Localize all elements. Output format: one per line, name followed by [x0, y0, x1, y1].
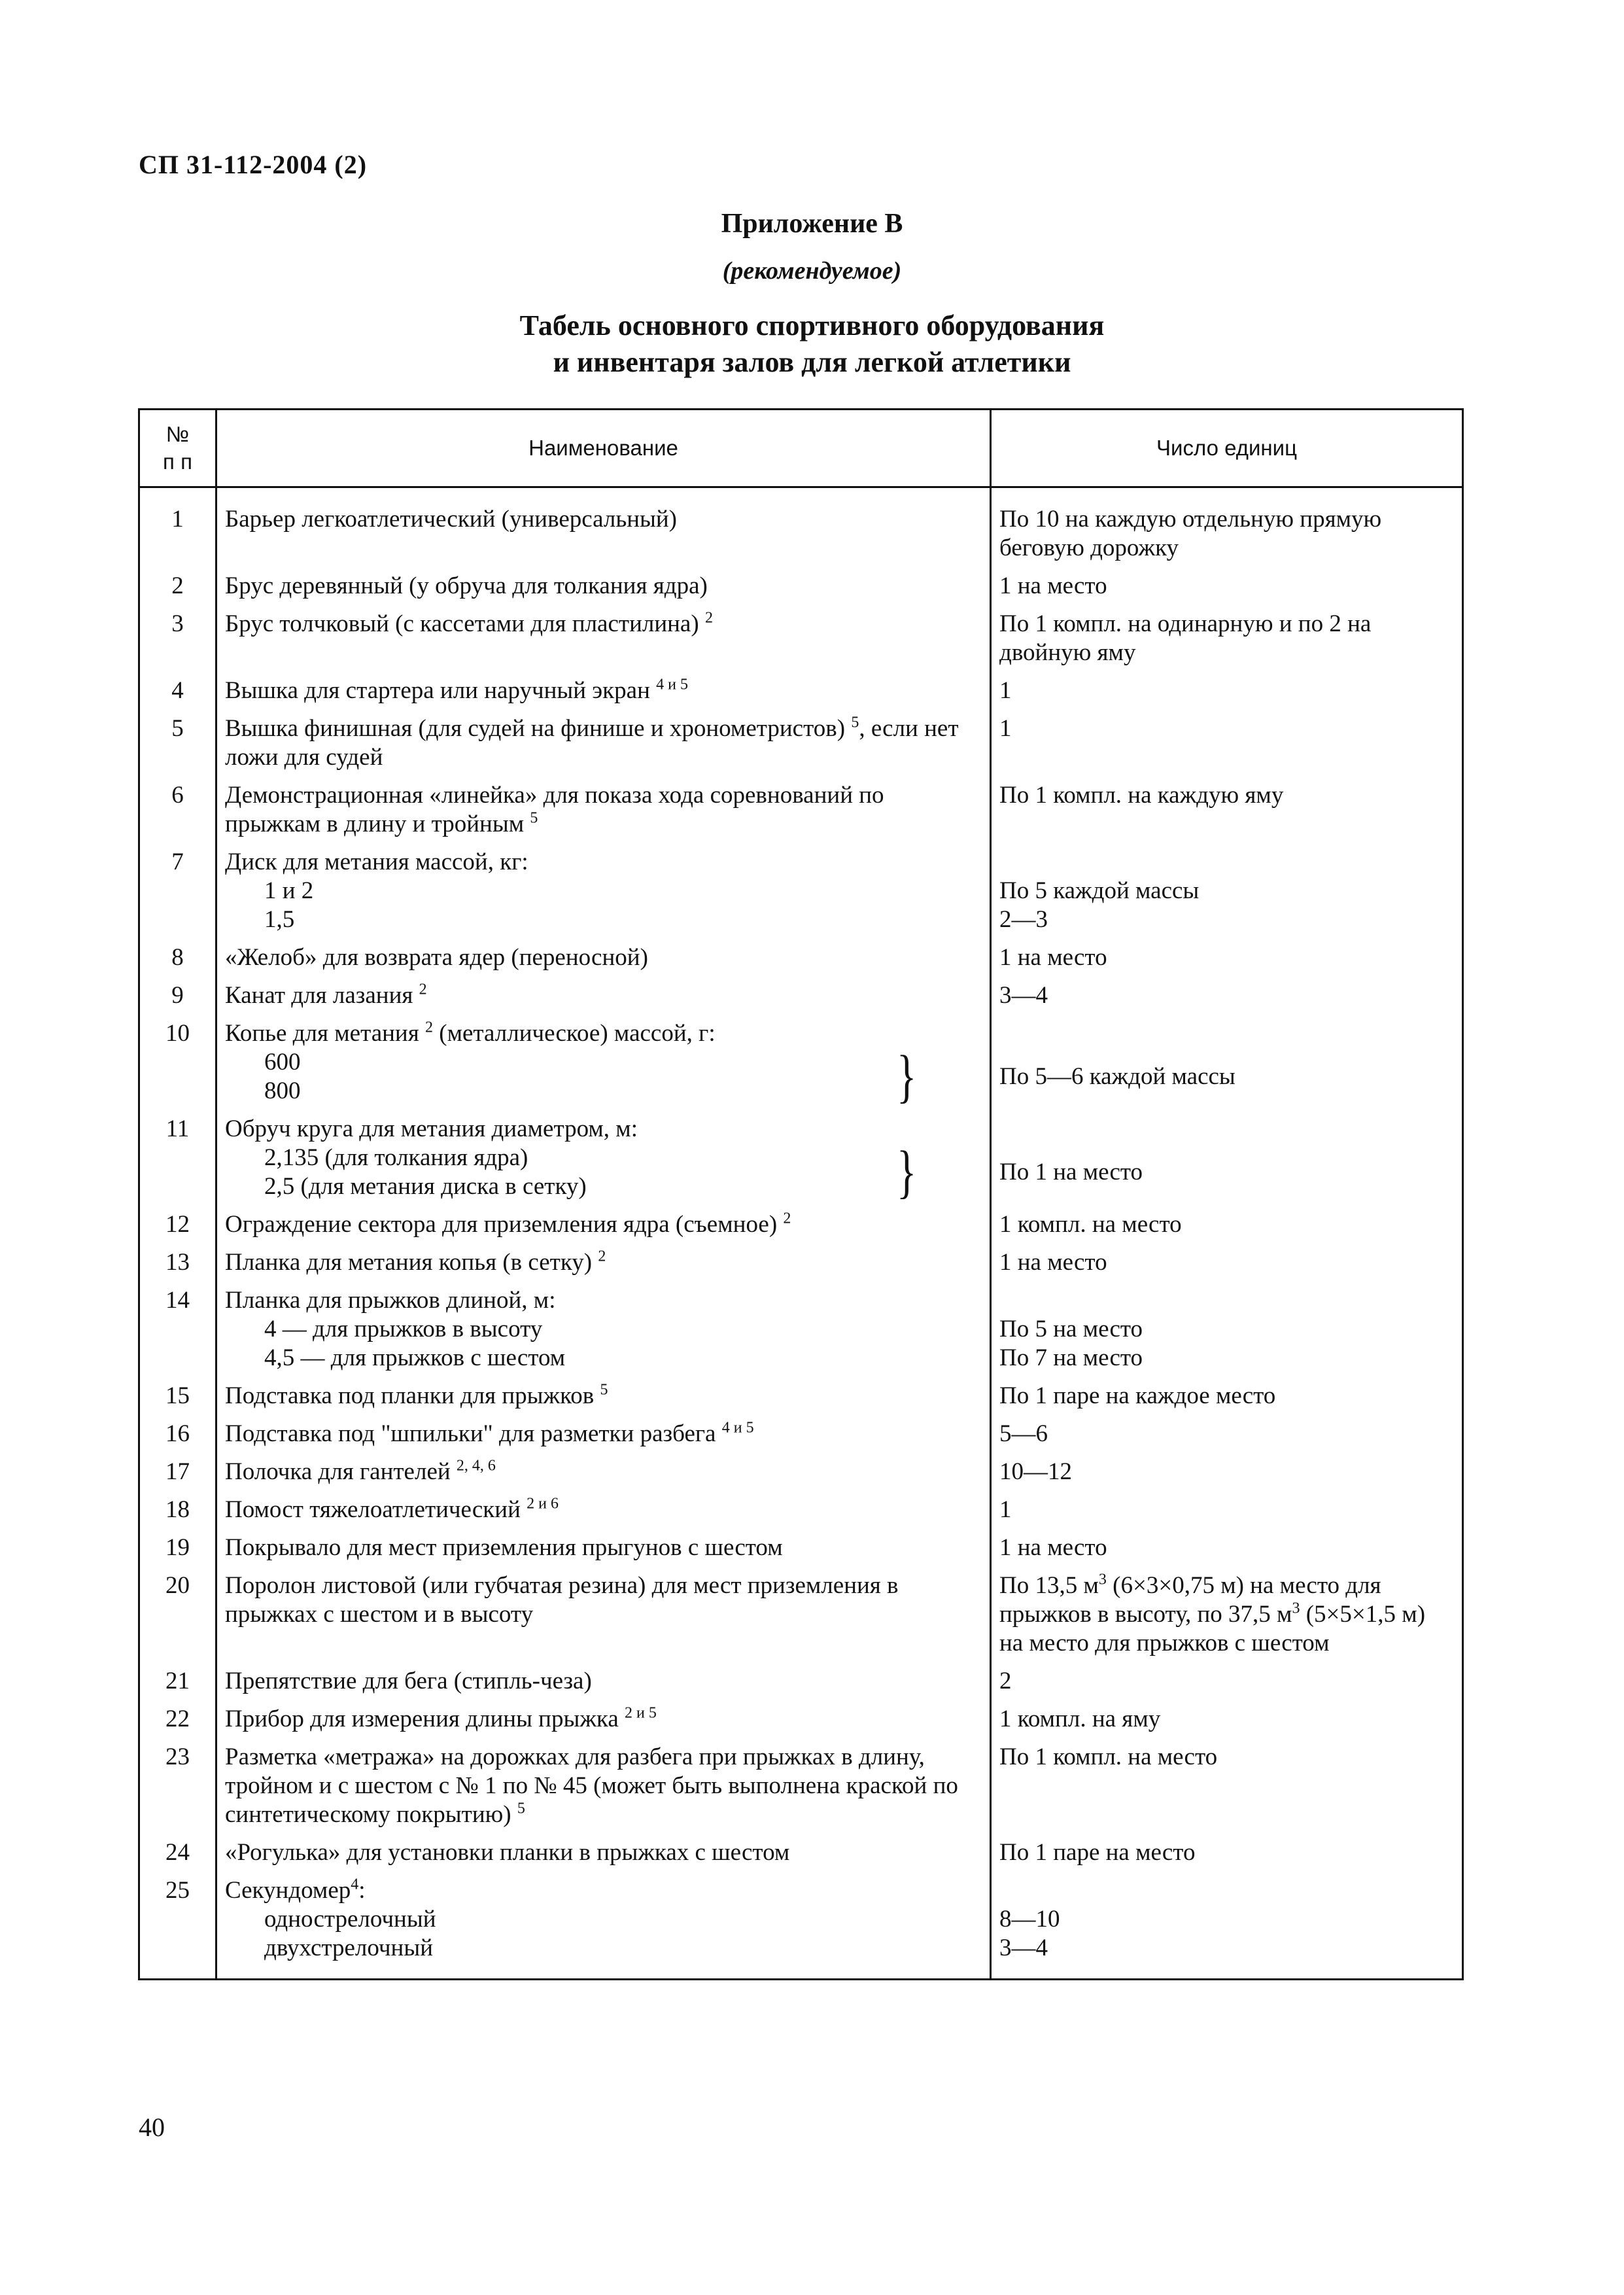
- row-number: 17: [139, 1458, 216, 1496]
- item-quantity: По 1 компл. на каждую яму: [991, 781, 1463, 848]
- item-quantity: По 1 паре на место: [991, 1838, 1463, 1876]
- row-number: 11: [139, 1115, 216, 1210]
- table-row: [139, 676, 1463, 714]
- sub-item: 600: [264, 1049, 301, 1076]
- superscript: 3: [1292, 1600, 1300, 1617]
- item-name-text: Прибор для измерения длины прыжка: [225, 1706, 619, 1732]
- item-name-text: Демонстрационная «линейка» для показа хода соревнований по прыжкам в длину и тройным: [225, 782, 884, 837]
- table-row: [139, 1019, 1463, 1115]
- row-number: 7: [139, 848, 216, 943]
- item-name-text: Копье для метания: [225, 1020, 419, 1047]
- table-title-line-1: Табель основного спортивного оборудования: [519, 309, 1105, 342]
- row-number: 21: [139, 1667, 216, 1705]
- item-quantity: [991, 1115, 1463, 1210]
- superscript: 3: [1098, 1571, 1107, 1588]
- footnote-ref: 4 и 5: [656, 676, 688, 693]
- header-number-line-1: №: [165, 422, 190, 446]
- item-name: Брус деревянный (у обруча для толкания ядра): [216, 572, 991, 610]
- header-quantity: Число единиц: [991, 410, 1463, 487]
- item-name-text: Обруч круга для метания диаметром, м:: [225, 1115, 638, 1142]
- footnote-ref: 2: [419, 981, 427, 998]
- table-row: [139, 1705, 1463, 1743]
- row-number: 3: [139, 610, 216, 676]
- item-quantity: [991, 1876, 1463, 1980]
- item-quantity: 1: [991, 714, 1463, 781]
- item-name-text-cont: :: [358, 1877, 366, 1904]
- item-name: [216, 610, 991, 676]
- item-name: [216, 1115, 991, 1210]
- table-row: [139, 1382, 1463, 1420]
- sub-quantity: По 5 каждой массы: [999, 877, 1200, 904]
- table-row: [139, 1496, 1463, 1533]
- table-row: [139, 1286, 1463, 1382]
- table-row: [139, 714, 1463, 781]
- sub-item: 4 — для прыжков в высоту: [264, 1316, 543, 1342]
- row-number: 6: [139, 781, 216, 848]
- footnote-ref: 5: [517, 1800, 525, 1817]
- item-quantity: 10—12: [991, 1458, 1463, 1496]
- item-name: [216, 1210, 991, 1248]
- item-quantity: 1: [991, 676, 1463, 714]
- item-quantity: 1 на место: [991, 572, 1463, 610]
- item-quantity: По 1 компл. на место: [991, 1743, 1463, 1838]
- item-quantity: 2: [991, 1667, 1463, 1705]
- item-quantity: [991, 1019, 1463, 1115]
- header-number-line-2: п п: [163, 449, 192, 474]
- row-number: 23: [139, 1743, 216, 1838]
- sub-quantity: По 5 на место: [999, 1316, 1143, 1342]
- table-row: [139, 1210, 1463, 1248]
- table-title-line-2: и инвентаря залов для легкой атлетики: [553, 346, 1071, 378]
- footnote-ref: 2 и 5: [625, 1704, 657, 1722]
- row-number: 1: [139, 487, 216, 572]
- footnote-ref: 5: [851, 714, 859, 731]
- row-number: 4: [139, 676, 216, 714]
- item-name-text: Вышка финишная (для судей на финише и хронометристов): [225, 715, 846, 742]
- curly-brace: }: [896, 1140, 917, 1204]
- row-number: 2: [139, 572, 216, 610]
- quantity-text: По 13,5 м: [999, 1572, 1099, 1599]
- table-row: [139, 1743, 1463, 1838]
- row-number: 5: [139, 714, 216, 781]
- item-quantity: 5—6: [991, 1420, 1463, 1458]
- row-number: 14: [139, 1286, 216, 1382]
- row-number: 10: [139, 1019, 216, 1115]
- sub-item-group: [225, 1044, 982, 1109]
- item-name: [216, 1458, 991, 1496]
- item-quantity: [991, 848, 1463, 943]
- item-name-text: Канат для лазания: [225, 982, 413, 1009]
- table-row: [139, 1667, 1463, 1705]
- item-name-text: Разметка «метража» на дорожках для разбега при прыжках в длину, тройном и с шестом с № 1 по № 45 (может быть выполнена краской по синтетическому покрытию): [225, 1743, 958, 1828]
- item-name: «Рогулька» для установки планки в прыжках с шестом: [216, 1838, 991, 1876]
- curly-brace: }: [896, 1044, 917, 1109]
- item-name: [216, 714, 991, 781]
- header-name: Наименование: [216, 410, 991, 487]
- item-name: Препятствие для бега (стипль-чеза): [216, 1667, 991, 1705]
- item-quantity: 1 на место: [991, 1533, 1463, 1571]
- table-row: [139, 943, 1463, 981]
- table-row: [139, 572, 1463, 610]
- table-row: [139, 848, 1463, 943]
- item-name-text-cont: , если нет ложи для судей: [225, 715, 959, 771]
- quantity-text-end: (5×5×1,5 м) на место для прыжков с шестом: [999, 1601, 1426, 1656]
- item-quantity: 1 на место: [991, 943, 1463, 981]
- table-row: [139, 981, 1463, 1019]
- row-number: 22: [139, 1705, 216, 1743]
- footnote-ref: 2: [598, 1248, 606, 1265]
- sub-quantity: 8—10: [999, 1906, 1060, 1933]
- sub-quantity: По 7 на место: [999, 1344, 1143, 1371]
- item-name-text: Подставка под планки для прыжков: [225, 1382, 595, 1409]
- sub-item: 1,5: [264, 906, 295, 933]
- item-name-text: Секундомер: [225, 1877, 351, 1904]
- table-row: [139, 610, 1463, 676]
- table-header-row: [139, 410, 1463, 487]
- footnote-ref: 4 и 5: [721, 1419, 754, 1437]
- row-number: 24: [139, 1838, 216, 1876]
- table-row: [139, 781, 1463, 848]
- row-number: 20: [139, 1571, 216, 1667]
- sub-item-group: [225, 1140, 982, 1204]
- table-row: [139, 1458, 1463, 1496]
- item-quantity: По 1 компл. на одинарную и по 2 на двойную яму: [991, 610, 1463, 676]
- sub-item: 2,5 (для метания диска в сетку): [264, 1173, 587, 1200]
- item-name: [216, 1248, 991, 1286]
- footnote-ref: 2: [704, 609, 713, 627]
- item-name: [216, 1496, 991, 1533]
- item-name: [216, 981, 991, 1019]
- item-name: Барьер легкоатлетический (универсальный): [216, 487, 991, 572]
- footnote-ref: 5: [600, 1381, 608, 1399]
- footnote-ref: 2, 4, 6: [456, 1457, 496, 1475]
- item-name: [216, 1019, 991, 1115]
- page-number: 40: [139, 2112, 165, 2142]
- sub-item: 800: [264, 1077, 301, 1104]
- row-number: 19: [139, 1533, 216, 1571]
- footnote-ref: 5: [530, 809, 538, 827]
- item-name: Покрывало для мест приземления прыгунов с шестом: [216, 1533, 991, 1571]
- item-quantity: По 1 паре на каждое место: [991, 1382, 1463, 1420]
- quantity-text-cont: (6×3×0,75 м) на место для прыжков в высоту, по 37,5 м: [999, 1572, 1381, 1628]
- item-name: «Желоб» для возврата ядер (переносной): [216, 943, 991, 981]
- table-row: [139, 487, 1463, 572]
- row-number: 16: [139, 1420, 216, 1458]
- item-name-text: Помост тяжелоатлетический: [225, 1496, 521, 1523]
- item-name-text: Планка для метания копья (в сетку): [225, 1249, 593, 1276]
- row-number: 12: [139, 1210, 216, 1248]
- item-name: [216, 1705, 991, 1743]
- table-row: [139, 1838, 1463, 1876]
- item-name: [216, 1420, 991, 1458]
- item-name-text: Брус толчковый (с кассетами для пластилина): [225, 610, 699, 637]
- row-number: 13: [139, 1248, 216, 1286]
- sub-quantity: 2—3: [999, 906, 1048, 933]
- item-name-text: Планка для прыжков длиной, м:: [225, 1287, 556, 1314]
- item-name: [216, 676, 991, 714]
- item-quantity: 1 компл. на яму: [991, 1705, 1463, 1743]
- item-quantity: 1: [991, 1496, 1463, 1533]
- footnote-ref: 2: [783, 1210, 791, 1227]
- item-name-text-cont: (металлическое) массой, г:: [433, 1020, 716, 1047]
- footnote-ref: 2 и 6: [527, 1495, 559, 1513]
- table-title: [0, 307, 1624, 381]
- footnote-ref: 2: [425, 1019, 433, 1036]
- appendix-subtitle: (рекомендуемое): [722, 257, 902, 285]
- item-name-text: Подставка под "шпильки" для разметки разбега: [225, 1420, 716, 1447]
- item-quantity: [991, 1286, 1463, 1382]
- row-number: 9: [139, 981, 216, 1019]
- row-number: 15: [139, 1382, 216, 1420]
- item-quantity: [991, 1571, 1463, 1667]
- header-number: [139, 410, 216, 487]
- item-name-text: Ограждение сектора для приземления ядра (съемное): [225, 1211, 778, 1238]
- sub-item: 2,135 (для толкания ядра): [264, 1144, 528, 1171]
- item-name: [216, 1286, 991, 1382]
- table-row: [139, 1115, 1463, 1210]
- group-quantity: По 1 на место: [999, 1159, 1143, 1185]
- row-number: 25: [139, 1876, 216, 1980]
- appendix-title: Приложение В: [721, 209, 903, 239]
- row-number: 8: [139, 943, 216, 981]
- item-name-text: Полочка для гантелей: [225, 1458, 451, 1485]
- sub-item: 4,5 — для прыжков с шестом: [264, 1344, 566, 1371]
- item-name: [216, 1382, 991, 1420]
- item-name-text: Вышка для стартера или наручный экран: [225, 677, 650, 704]
- sub-quantity: 3—4: [999, 1935, 1048, 1961]
- footnote-ref: 4: [351, 1876, 359, 1893]
- item-name: [216, 1743, 991, 1838]
- item-name: [216, 848, 991, 943]
- item-name: [216, 781, 991, 848]
- sub-item: однострелочный: [264, 1906, 436, 1933]
- item-quantity: 1 на место: [991, 1248, 1463, 1286]
- table-row: [139, 1571, 1463, 1667]
- document-code: СП 31-112-2004 (2): [139, 150, 368, 179]
- item-quantity: По 10 на каждую отдельную прямую беговую дорожку: [991, 487, 1463, 572]
- item-quantity: 1 компл. на место: [991, 1210, 1463, 1248]
- row-number: 18: [139, 1496, 216, 1533]
- item-name: Поролон листовой (или губчатая резина) для мест приземления в прыжках с шестом и в высоту: [216, 1571, 991, 1667]
- item-name: [216, 1876, 991, 1980]
- table-row: [139, 1420, 1463, 1458]
- group-quantity: По 5—6 каждой массы: [999, 1063, 1235, 1090]
- equipment-table: [138, 408, 1464, 1980]
- table-row: [139, 1876, 1463, 1980]
- item-name-text: Диск для метания массой, кг:: [225, 849, 528, 875]
- item-quantity: 3—4: [991, 981, 1463, 1019]
- sub-item: двухстрелочный: [264, 1935, 434, 1961]
- table-row: [139, 1533, 1463, 1571]
- table-row: [139, 1248, 1463, 1286]
- sub-item: 1 и 2: [264, 877, 314, 904]
